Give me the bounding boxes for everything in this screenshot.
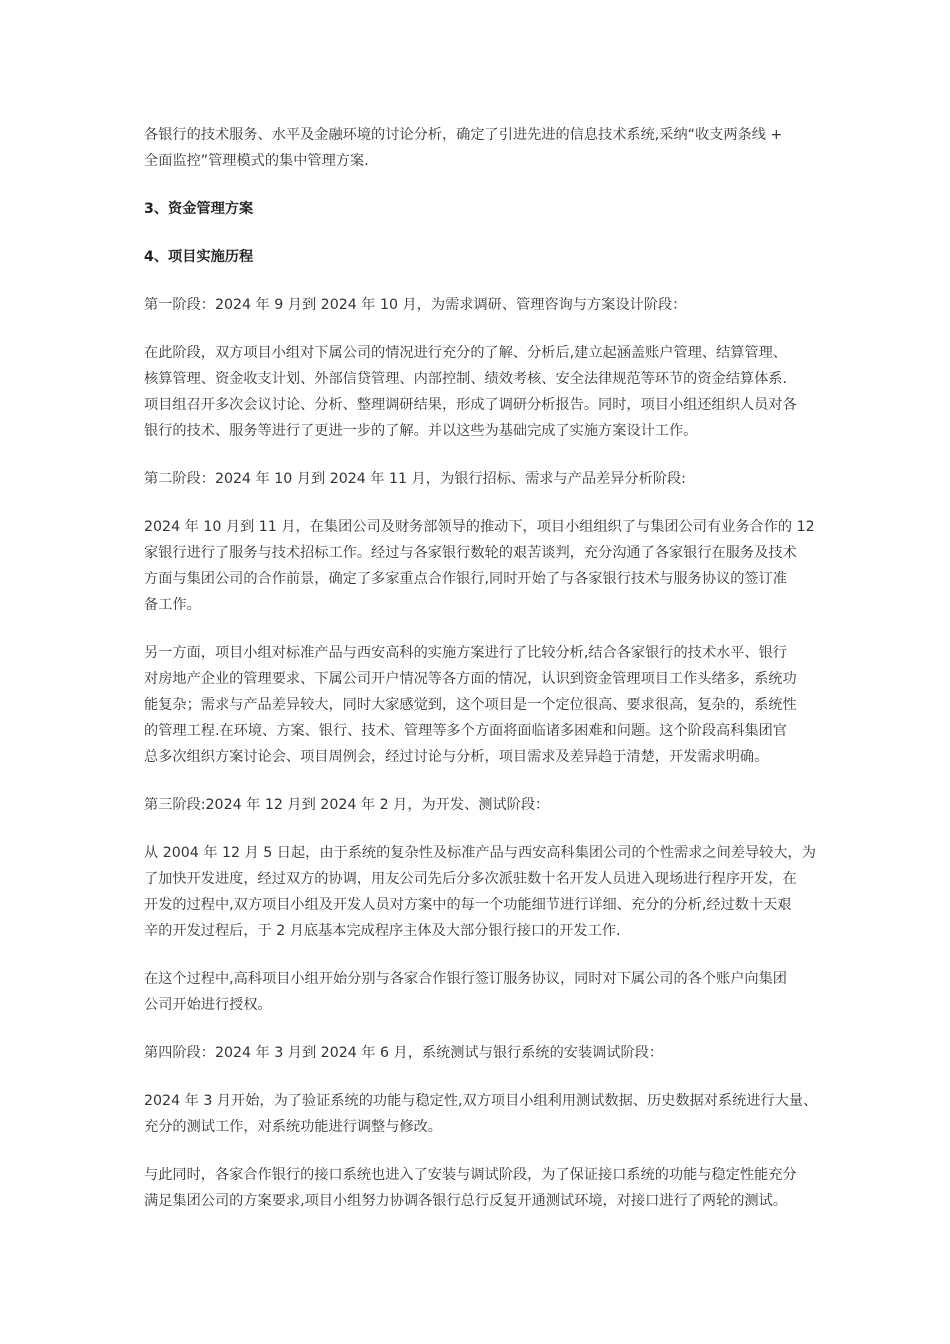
text-line: 核算管理、资金收支计划、外部信贷管理、内部控制、绩效考核、安全法律规范等环节的资金结算体系.: [144, 371, 787, 387]
stage-3-paragraph-1: [144, 840, 816, 944]
text-line: 从 2004 年 12 月 5 日起，由于系统的复杂性及标准产品与西安高科集团公司的个性需求之间差导较大，为: [144, 845, 816, 861]
stage-2-paragraph-1: [144, 514, 815, 618]
text-line: 与此同时，各家合作银行的接口系统也进入了安装与调试阶段，为了保证接口系统的功能与稳定性能充分: [144, 1167, 797, 1183]
text-line: 2024 年 3 月开始，为了验证系统的功能与稳定性,双方项目小组利用测试数据、历史数据对系统进行大量、: [144, 1093, 818, 1109]
text-line: 2024 年 10 月到 11 月，在集团公司及财务部领导的推动下，项目小组组织了与集团公司有业务合作的 12: [144, 519, 815, 535]
text-line: 另一方面，项目小组对标准产品与西安高科的实施方案进行了比较分析,结合各家银行的技术水平、银行: [144, 645, 787, 661]
text-line: 项目组召开多次会议讨论、分析、整理调研结果，形成了调研分析报告。同时，项目小组还组织人员对各: [144, 397, 797, 413]
text-line: 公司开始进行授权。: [144, 997, 272, 1013]
text-line: 满足集团公司的方案要求,项目小组努力协调各银行总行反复开通测试环境，对接口进行了两轮的测试。: [144, 1193, 787, 1209]
stage-1-paragraph: [144, 340, 810, 444]
section-4-heading: 4、项目实施历程: [144, 249, 254, 265]
text-line: 了加快开发进度，经过双方的协调，用友公司先后分多次派驻数十名开发人员进入现场进行程序开发，在: [144, 871, 797, 887]
stage-3-paragraph-2: [144, 966, 810, 1018]
text-line: 家银行进行了服务与技术招标工作。经过与各家银行数轮的艰苦谈判，充分沟通了各家银行在服务及技术: [144, 545, 797, 561]
stage-3-title: 第三阶段:2024 年 12 月到 2024 年 2 月，为开发、测试阶段：: [144, 797, 550, 813]
stage-4-paragraph-2: [144, 1162, 810, 1214]
text-line: 充分的测试工作，对系统功能进行调整与修改。: [144, 1119, 442, 1135]
text-line: 备工作。: [144, 597, 201, 613]
text-line: 全面监控”管理模式的集中管理方案.: [144, 153, 369, 169]
intro-paragraph: [144, 122, 810, 174]
text-line: 能复杂；需求与产品差异较大，同时大家感觉到，这个项目是一个定位很高、要求很高，复杂的，系统性: [144, 697, 797, 713]
stage-1-title: 第一阶段：2024 年 9 月到 2024 年 10 月，为需求调研、管理咨询与方案设计阶段：: [144, 297, 687, 313]
text-line: 各银行的技术服务、水平及金融环境的讨论分析，确定了引进先进的信息技术系统,采纳“收支两条线 +: [144, 127, 783, 143]
stage-2-paragraph-2: [144, 640, 810, 770]
stage-2-title: 第二阶段：2024 年 10 月到 2024 年 11 月，为银行招标、需求与产品差异分析阶段:: [144, 471, 686, 487]
text-line: 银行的技术、服务等进行了更进一步的了解。并以这些为基础完成了实施方案设计工作。: [144, 423, 698, 439]
text-line: 在这个过程中,高科项目小组开始分别与各家合作银行签订服务协议，同时对下属公司的各个账户向集团: [144, 971, 787, 987]
text-line: 方面与集团公司的合作前景，确定了多家重点合作银行,同时开始了与各家银行技术与服务协议的签订准: [144, 571, 787, 587]
text-line: 在此阶段，双方项目小组对下属公司的情况进行充分的了解、分析后,建立起涵盖账户管理、结算管理、: [144, 345, 787, 361]
text-line: 总多次组织方案讨论会、项目周例会，经过讨论与分析，项目需求及差异趋于清楚，开发需求明确。: [144, 749, 769, 765]
stage-4-paragraph-1: [144, 1088, 818, 1140]
stage-4-title: 第四阶段：2024 年 3 月到 2024 年 6 月，系统测试与银行系统的安装调试阶段：: [144, 1045, 664, 1061]
text-line: 对房地产企业的管理要求、下属公司开户情况等各方面的情况，认识到资金管理项目工作头绪多，系统功: [144, 671, 797, 687]
text-line: 辛的开发过程后，于 2 月底基本完成程序主体及大部分银行接口的开发工作.: [144, 923, 621, 939]
text-line: 开发的过程中,双方项目小组及开发人员对方案中的每一个功能细节进行详细、充分的分析,经过数十天艰: [144, 897, 792, 913]
text-line: 的管理工程.在环境、方案、银行、技术、管理等多个方面将面临诸多困难和问题。这个阶段高科集团官: [144, 723, 787, 739]
section-3-heading: 3、资金管理方案: [144, 201, 254, 217]
